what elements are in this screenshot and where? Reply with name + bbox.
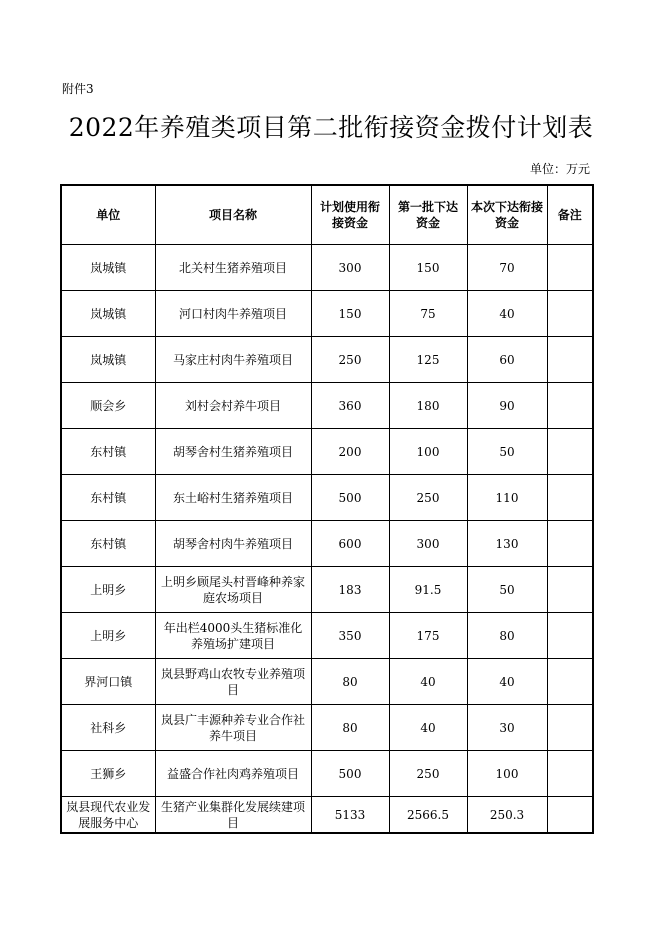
cell-current-batch-funds: 70 <box>467 245 547 291</box>
cell-unit: 界河口镇 <box>61 659 155 705</box>
cell-first-batch-funds: 250 <box>389 751 467 797</box>
cell-remarks <box>547 383 593 429</box>
cell-first-batch-funds: 40 <box>389 659 467 705</box>
cell-first-batch-funds: 175 <box>389 613 467 659</box>
cell-remarks <box>547 659 593 705</box>
cell-first-batch-funds: 150 <box>389 245 467 291</box>
header-unit: 单位 <box>61 185 155 245</box>
cell-unit: 岚城镇 <box>61 245 155 291</box>
cell-unit: 东村镇 <box>61 429 155 475</box>
funding-table <box>60 184 594 834</box>
cell-unit: 岚县现代农业发展服务中心 <box>61 797 155 834</box>
page-title: 2022年养殖类项目第二批衔接资金拨付计划表 <box>68 113 594 142</box>
cell-unit: 顺会乡 <box>61 383 155 429</box>
header-project-name: 项目名称 <box>155 185 311 245</box>
cell-first-batch-funds: 100 <box>389 429 467 475</box>
cell-planned-funds: 300 <box>311 245 389 291</box>
cell-planned-funds: 183 <box>311 567 389 613</box>
cell-project-name: 刘村会村养牛项目 <box>155 383 311 429</box>
cell-project-name: 北关村生猪养殖项目 <box>155 245 311 291</box>
table-row <box>61 475 593 521</box>
cell-planned-funds: 250 <box>311 337 389 383</box>
table-row <box>61 659 593 705</box>
cell-first-batch-funds: 300 <box>389 521 467 567</box>
cell-first-batch-funds: 91.5 <box>389 567 467 613</box>
cell-planned-funds: 80 <box>311 705 389 751</box>
cell-remarks <box>547 613 593 659</box>
table-row <box>61 291 593 337</box>
header-planned-funds: 计划使用衔接资金 <box>311 185 389 245</box>
cell-first-batch-funds: 40 <box>389 705 467 751</box>
cell-project-name: 益盛合作社肉鸡养殖项目 <box>155 751 311 797</box>
cell-remarks <box>547 245 593 291</box>
header-first-batch-funds: 第一批下达资金 <box>389 185 467 245</box>
cell-planned-funds: 350 <box>311 613 389 659</box>
table-row <box>61 797 593 834</box>
header-current-batch-funds: 本次下达衔接资金 <box>467 185 547 245</box>
cell-current-batch-funds: 40 <box>467 659 547 705</box>
cell-current-batch-funds: 40 <box>467 291 547 337</box>
cell-remarks <box>547 797 593 834</box>
cell-remarks <box>547 751 593 797</box>
cell-planned-funds: 150 <box>311 291 389 337</box>
cell-unit: 上明乡 <box>61 567 155 613</box>
cell-remarks <box>547 337 593 383</box>
cell-current-batch-funds: 90 <box>467 383 547 429</box>
attachment-label: 附件3 <box>62 82 94 96</box>
cell-remarks <box>547 521 593 567</box>
cell-current-batch-funds: 130 <box>467 521 547 567</box>
cell-remarks <box>547 429 593 475</box>
table-row <box>61 429 593 475</box>
cell-unit: 岚城镇 <box>61 291 155 337</box>
cell-first-batch-funds: 250 <box>389 475 467 521</box>
cell-project-name: 生猪产业集群化发展续建项目 <box>155 797 311 834</box>
cell-current-batch-funds: 30 <box>467 705 547 751</box>
table-row <box>61 705 593 751</box>
cell-unit: 社科乡 <box>61 705 155 751</box>
cell-current-batch-funds: 110 <box>467 475 547 521</box>
cell-project-name: 岚县广丰源种养专业合作社养牛项目 <box>155 705 311 751</box>
table-row <box>61 383 593 429</box>
cell-unit: 东村镇 <box>61 475 155 521</box>
cell-remarks <box>547 291 593 337</box>
cell-current-batch-funds: 250.3 <box>467 797 547 834</box>
cell-remarks <box>547 705 593 751</box>
cell-unit: 王狮乡 <box>61 751 155 797</box>
table-row <box>61 337 593 383</box>
table-row <box>61 521 593 567</box>
unit-label: 单位：万元 <box>529 162 590 176</box>
cell-planned-funds: 5133 <box>311 797 389 834</box>
cell-project-name: 马家庄村肉牛养殖项目 <box>155 337 311 383</box>
cell-planned-funds: 200 <box>311 429 389 475</box>
cell-unit: 上明乡 <box>61 613 155 659</box>
cell-planned-funds: 500 <box>311 475 389 521</box>
table-row <box>61 567 593 613</box>
cell-remarks <box>547 475 593 521</box>
cell-unit: 东村镇 <box>61 521 155 567</box>
cell-current-batch-funds: 100 <box>467 751 547 797</box>
cell-first-batch-funds: 2566.5 <box>389 797 467 834</box>
table-row <box>61 613 593 659</box>
table-row <box>61 245 593 291</box>
header-remarks: 备注 <box>547 185 593 245</box>
cell-project-name: 胡琴舍村生猪养殖项目 <box>155 429 311 475</box>
cell-project-name: 岚县野鸡山农牧专业养殖项目 <box>155 659 311 705</box>
cell-first-batch-funds: 125 <box>389 337 467 383</box>
cell-planned-funds: 500 <box>311 751 389 797</box>
cell-remarks <box>547 567 593 613</box>
table-header-row <box>61 185 593 245</box>
cell-project-name: 胡琴舍村肉牛养殖项目 <box>155 521 311 567</box>
cell-current-batch-funds: 80 <box>467 613 547 659</box>
cell-current-batch-funds: 50 <box>467 429 547 475</box>
cell-planned-funds: 600 <box>311 521 389 567</box>
cell-current-batch-funds: 50 <box>467 567 547 613</box>
cell-planned-funds: 360 <box>311 383 389 429</box>
cell-project-name: 河口村肉牛养殖项目 <box>155 291 311 337</box>
cell-project-name: 年出栏4000头生猪标准化养殖场扩建项目 <box>155 613 311 659</box>
cell-project-name: 东土峪村生猪养殖项目 <box>155 475 311 521</box>
cell-first-batch-funds: 180 <box>389 383 467 429</box>
cell-project-name: 上明乡顾尾头村晋峰种养家庭农场项目 <box>155 567 311 613</box>
cell-unit: 岚城镇 <box>61 337 155 383</box>
table-row <box>61 751 593 797</box>
cell-planned-funds: 80 <box>311 659 389 705</box>
cell-current-batch-funds: 60 <box>467 337 547 383</box>
cell-first-batch-funds: 75 <box>389 291 467 337</box>
